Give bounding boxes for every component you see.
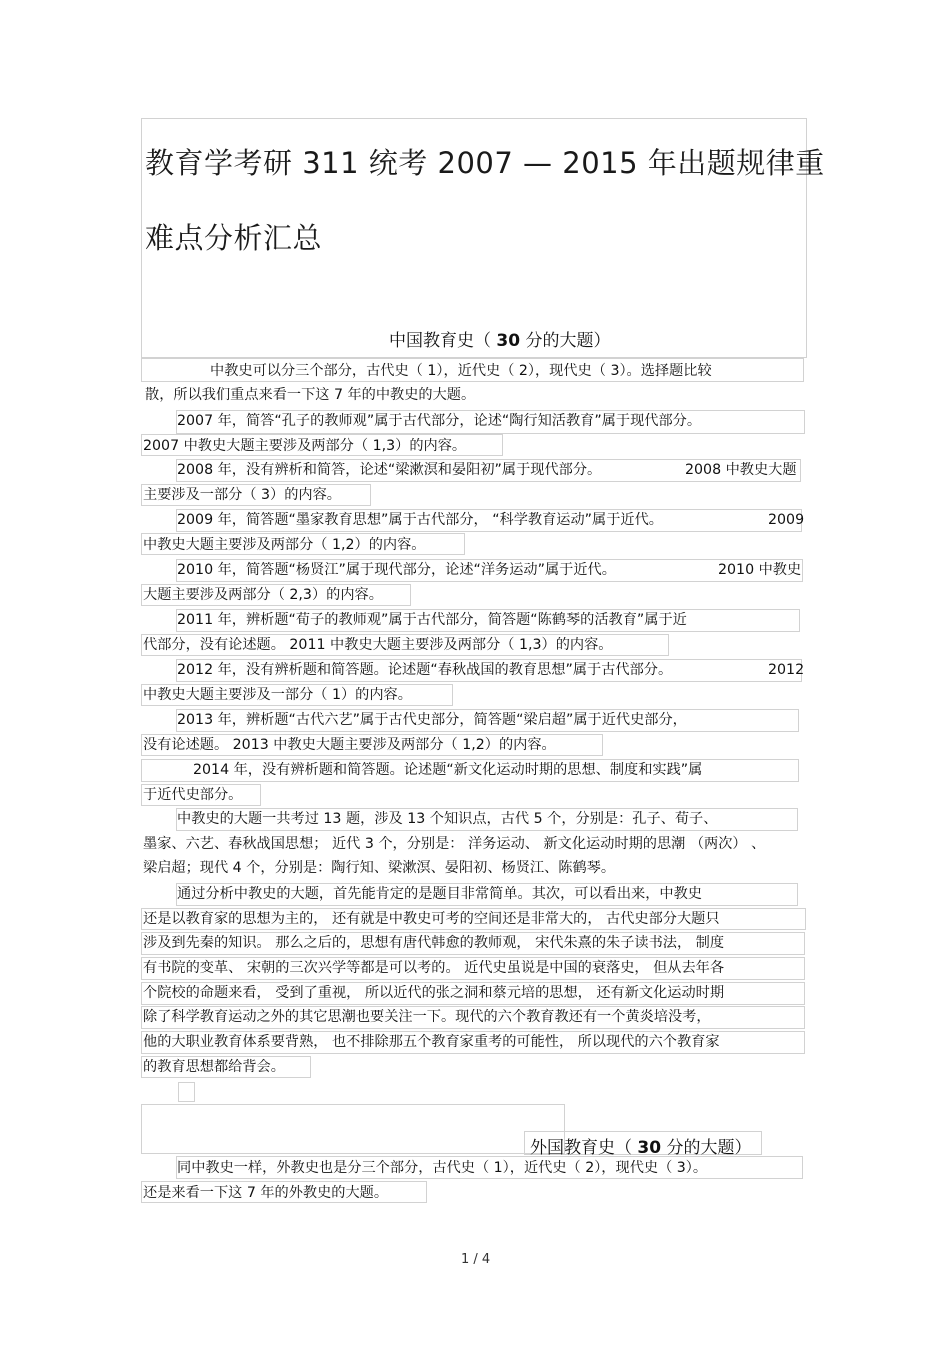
body-line: 他的大职业教育体系要背熟， 也不排除那五个教育家重考的可能性， 所以现代的六个教育家 xyxy=(143,1034,720,1050)
heading-score: 30 xyxy=(496,331,521,351)
body-line: 中教史大题主要涉及两部分（ 1,2）的内容。 xyxy=(143,537,426,553)
body-line: 散，所以我们重点来看一下这 7 年的中教史的大题。 xyxy=(145,387,476,403)
body-line: 于近代史部分。 xyxy=(143,787,243,803)
section-heading-foreign-education-history xyxy=(530,1133,751,1158)
heading-text: 中国教育史（ xyxy=(389,331,497,351)
body-line: 代部分，没有论述题。 2011 中教史大题主要涉及两部分（ 1,3）的内容。 xyxy=(143,637,613,653)
body-line: 2012 年，没有辨析题和简答题。论述题“春秋战国的教育思想”属于古代部分。 xyxy=(177,662,673,678)
body-line: 墨家、六艺、春秋战国思想； 近代 3 个，分别是： 洋务运动、 新文化运动时期的思潮 （两次） 、 xyxy=(143,836,766,852)
heading-text: 外国教育史（ xyxy=(530,1138,638,1158)
body-line: 2012 xyxy=(768,662,805,678)
body-line: 个院校的命题来看， 受到了重视， 所以近代的张之洞和蔡元培的思想， 还有新文化运动时期 xyxy=(143,985,725,1001)
page-number: 1 / 4 xyxy=(461,1252,491,1267)
heading-score: 30 xyxy=(637,1138,662,1158)
body-line: 2010 年，简答题“杨贤江”属于现代部分，论述“洋务运动”属于近代。 xyxy=(177,562,616,578)
body-line: 主要涉及一部分（ 3）的内容。 xyxy=(143,487,341,503)
body-line: 中教史可以分三个部分，古代史（ 1），近代史（ 2），现代史（ 3）。选择题比较 xyxy=(210,363,712,379)
body-line: 除了科学教育运动之外的其它思潮也要关注一下。现代的六个教育教还有一个黄炎培没考， xyxy=(143,1009,711,1025)
document-title-line1: 教育学考研 311 统考 2007 — 2015 年出题规律重 xyxy=(145,146,825,180)
body-line: 2007 中教史大题主要涉及两部分（ 1,3）的内容。 xyxy=(143,438,467,454)
body-line: 没有论述题。 2013 中教史大题主要涉及两部分（ 1,2）的内容。 xyxy=(143,737,556,753)
body-line: 大题主要涉及两部分（ 2,3）的内容。 xyxy=(143,587,383,603)
heading-text: 分的大题） xyxy=(520,331,611,351)
section2-frame xyxy=(141,1104,565,1154)
body-line: 还是以教育家的思想为主的， 还有就是中教史可考的空间还是非常大的， 古代史部分大题只 xyxy=(143,911,720,927)
body-line: 同中教史一样，外教史也是分三个部分，古代史（ 1），近代史（ 2），现代史（ 3）。 xyxy=(177,1160,708,1176)
body-line: 2014 年，没有辨析题和简答题。论述题“新文化运动时期的思想、制度和实践”属 xyxy=(193,762,703,778)
body-line: 2008 中教史大题 xyxy=(685,462,797,478)
body-line: 还是来看一下这 7 年的外教史的大题。 xyxy=(143,1185,389,1201)
body-line: 2010 中教史 xyxy=(718,562,802,578)
body-line: 的教育思想都给背会。 xyxy=(143,1059,285,1075)
body-line: 2009 xyxy=(768,512,805,528)
document-title-line2: 难点分析汇总 xyxy=(145,221,323,255)
section-heading-chinese-education-history xyxy=(389,326,610,351)
body-line: 中教史的大题一共考过 13 题，涉及 13 个知识点，古代 5 个，分别是：孔子、荀子、 xyxy=(177,811,718,827)
body-line: 2008 年，没有辨析和简答，论述“梁漱溟和晏阳初”属于现代部分。 xyxy=(177,462,602,478)
body-line: 梁启超；现代 4 个，分别是：陶行知、梁漱溟、晏阳初、杨贤江、陈鹤琴。 xyxy=(143,860,616,876)
body-line: 2013 年，辨析题“古代六艺”属于古代史部分，简答题“梁启超”属于近代史部分， xyxy=(177,712,687,728)
body-line: 中教史大题主要涉及一部分（ 1）的内容。 xyxy=(143,687,412,703)
body-line: 有书院的变革、 宋朝的三次兴学等都是可以考的。 近代史虽说是中国的衰落史， 但从去年各 xyxy=(143,960,725,976)
body-line: 2007 年，简答“孔子的教师观”属于古代部分，论述“陶行知活教育”属于现代部分。 xyxy=(177,413,702,429)
body-line: 涉及到先秦的知识。 那么之后的，思想有唐代韩愈的教师观， 宋代朱熹的朱子读书法， 制度 xyxy=(143,935,725,951)
body-line: 2011 年，辨析题“荀子的教师观”属于古代部分，简答题“陈鹤琴的活教育”属于近 xyxy=(177,612,687,628)
small-square xyxy=(178,1082,195,1102)
body-line: 通过分析中教史的大题，首先能肯定的是题目非常简单。其次，可以看出来，中教史 xyxy=(177,886,702,902)
body-line: 2009 年，简答题“墨家教育思想”属于古代部分， “科学教育运动”属于近代。 xyxy=(177,512,663,528)
heading-text: 分的大题） xyxy=(661,1138,752,1158)
